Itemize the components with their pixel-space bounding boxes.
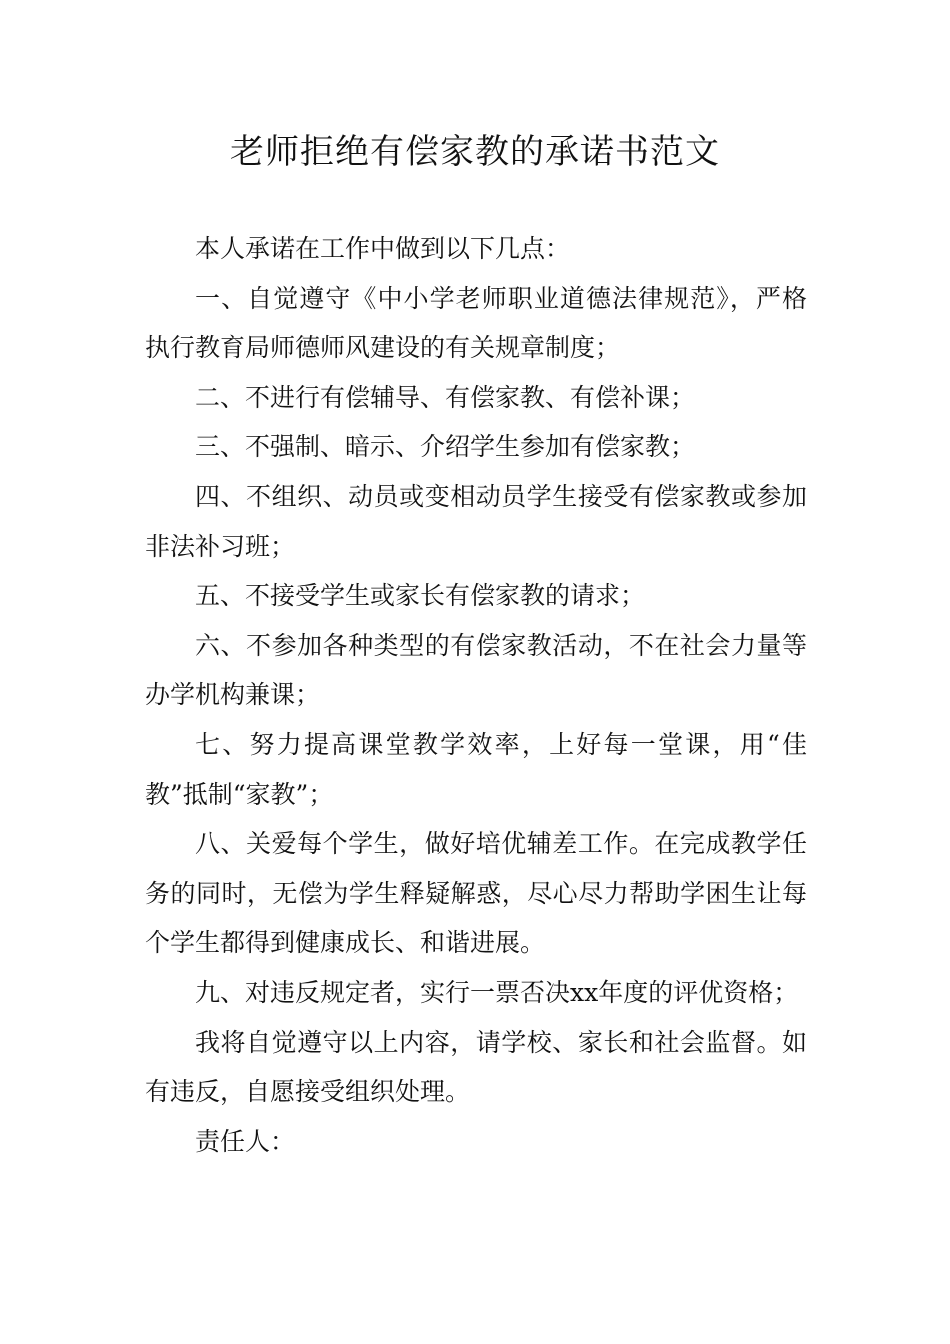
paragraph-item-5: 五、不接受学生或家长有偿家教的请求； bbox=[195, 581, 646, 611]
paragraph-item-6: 六、不参加各种类型的有偿家教活动，不在社会力量等办学机构兼课； bbox=[145, 630, 807, 710]
paragraph-item-8: 八、关爱每个学生，做好培优辅差工作。在完成教学任务的同时，无偿为学生释疑解惑，尽心尽力帮助学困生让每个学生都得到健康成长、和谐进展。 bbox=[145, 829, 807, 958]
paragraph-item-9: 九、对违反规定者，实行一票否决xx年度的评优资格； bbox=[195, 977, 799, 1007]
paragraph-intro: 本人承诺在工作中做到以下几点： bbox=[195, 234, 571, 263]
paragraph-commitment: 我将自觉遵守以上内容，请学校、家长和社会监督。如有违反，自愿接受组织处理。 bbox=[145, 1027, 807, 1107]
paragraph-item-4: 四、不组织、动员或变相动员学生接受有偿家教或参加非法补习班； bbox=[145, 481, 807, 561]
paragraph-item-7: 七、努力提高课堂教学效率，上好每一堂课，用“佳教”抵制“家教”； bbox=[145, 729, 807, 809]
paragraph-item-2: 二、不进行有偿辅导、有偿家教、有偿补课； bbox=[195, 382, 696, 412]
paragraph-item-3: 三、不强制、暗示、介绍学生参加有偿家教； bbox=[195, 432, 696, 462]
paragraph-signatory: 责任人： bbox=[195, 1126, 296, 1156]
document-title: 老师拒绝有偿家教的承诺书范文 bbox=[230, 132, 720, 172]
paragraph-item-1: 一、自觉遵守《中小学老师职业道德法律规范》，严格执行教育局师德师风建设的有关规章制度； bbox=[145, 283, 807, 363]
document-body bbox=[145, 224, 807, 1166]
